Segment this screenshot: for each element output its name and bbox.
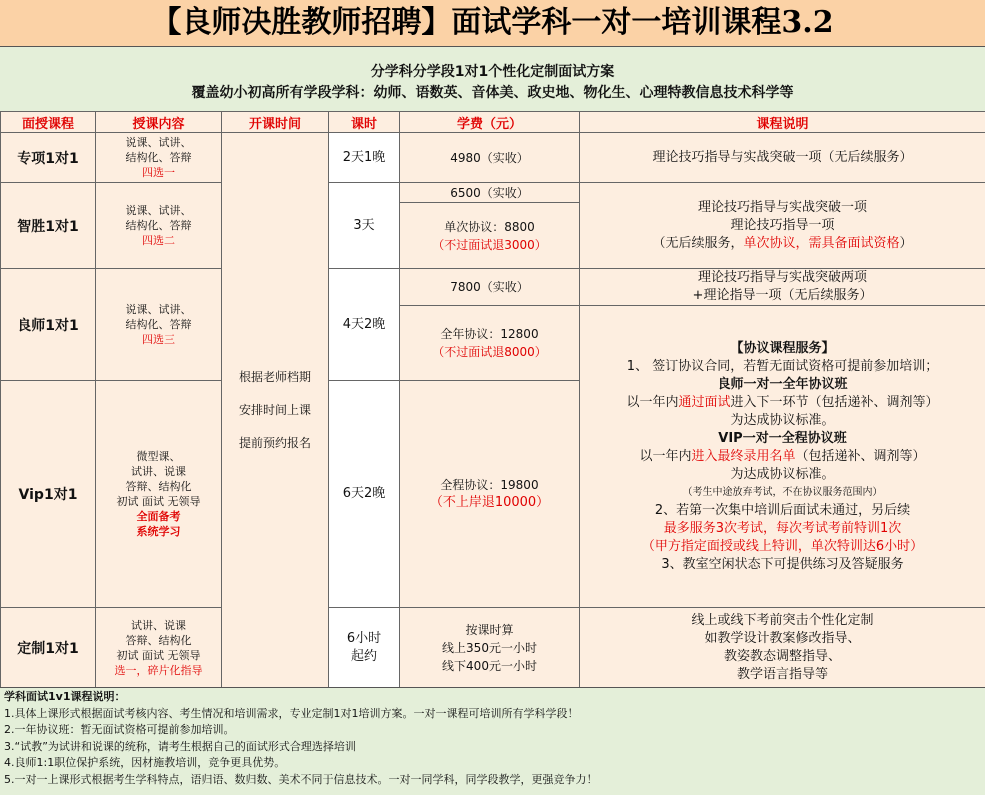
table-row (1, 183, 985, 203)
agreement-text: 进入下一环节（包括递补、调剂等） (730, 394, 939, 410)
fee-line: 线下400元一小时 (442, 658, 537, 673)
agreement-line: 为达成协议标准。 (730, 466, 835, 482)
desc-line (580, 235, 985, 253)
desc-line: +理论指导一项（无后续服务） (692, 288, 873, 303)
course-fee-agreement (400, 306, 580, 381)
agreement-line: 为达成协议标准。 (730, 412, 835, 428)
schedule-line: 根据老师档期 (238, 369, 311, 384)
fee-refund: （不过面试退3000） (432, 237, 547, 252)
agreement-heading: 【协议课程服务】 (730, 340, 835, 356)
course-fee: 6500（实收） (400, 183, 580, 203)
content-line: 结构化、答辩 (125, 151, 192, 164)
agreement-line: 2、若第一次集中培训后面试未通过，另后续 (654, 502, 911, 518)
course-fee: 7800（实收） (400, 269, 580, 306)
fee-line: 单次协议：8800 (444, 219, 535, 234)
content-line: 答辩、结构化 (125, 633, 192, 647)
content-line: 结构化、答辩 (125, 219, 192, 232)
course-name: 定制1对1 (1, 608, 96, 688)
course-notes (0, 687, 985, 795)
course-hours (329, 608, 400, 688)
course-content (96, 133, 222, 183)
hours-line: 6小时 (346, 630, 382, 646)
content-line: 说课、试讲、 (125, 136, 192, 149)
desc-highlight: 单次协议，需具备面试资格 (743, 235, 900, 251)
fee-refund: （不过面试退8000） (432, 345, 547, 359)
course-desc: 理论技巧指导与实战突破一项（无后续服务） (580, 133, 985, 183)
agreement-subheading: VIP一对一全程协议班 (718, 430, 847, 446)
table-row (1, 608, 985, 688)
course-hours: 3天 (329, 183, 400, 269)
course-name: 良师1对1 (1, 269, 96, 381)
subtitle-block (0, 47, 985, 112)
schedule-line: 提前预约报名 (238, 435, 311, 450)
agreement-highlight: 通过面试 (678, 394, 731, 410)
agreement-line: 1、 签订协议合同，若暂无面试资格可提前参加培训； (626, 358, 939, 374)
course-table (0, 111, 985, 688)
agreement-line (580, 394, 985, 412)
fee-line: 全年协议：12800 (440, 327, 539, 341)
schedule-line: 安排时间上课 (238, 402, 311, 417)
course-hours: 2天1晚 (329, 133, 400, 183)
header-desc: 课程说明 (580, 112, 985, 133)
content-highlight: 全面备考 (136, 510, 181, 523)
content-line: 初试 面试 无领导 (116, 648, 201, 662)
header-hours: 课时 (329, 112, 400, 133)
course-content (96, 381, 222, 608)
course-name: 专项1对1 (1, 133, 96, 183)
agreement-line: 3、教室空闲状态下可提供练习及答疑服务 (661, 556, 904, 572)
content-line: 初试 面试 无领导 (116, 495, 201, 508)
fee-line: 按课时算 (465, 622, 514, 637)
note-item: 5.一对一上课形式根据考生学科特点，语归语、数归数、美术不同于信息技术。一对一同学科，同学段教学，更强竞争力！ (4, 772, 598, 786)
agreement-text: 以一年内 (639, 448, 692, 464)
course-desc (580, 269, 985, 306)
course-content (96, 183, 222, 269)
desc-line: 教学语言指导等 (736, 666, 828, 682)
header-course: 面授课程 (1, 112, 96, 133)
desc-line: 如教学设计教案修改指导、 (704, 630, 861, 646)
fee-line: 全程协议：19800 (440, 478, 539, 492)
course-name: 智胜1对1 (1, 183, 96, 269)
header-fee: 学费（元） (400, 112, 580, 133)
desc-line: 教姿教态调整指导、 (723, 648, 841, 664)
content-line: 试讲、说课 (131, 618, 186, 632)
table-row (1, 269, 985, 306)
content-highlight: 选一，碎片化指导 (114, 663, 203, 677)
schedule-cell (222, 133, 329, 688)
course-fee-agreement (400, 203, 580, 269)
page-title: 【良师决胜教师招聘】面试学科一对一培训课程3.2 (0, 0, 985, 47)
course-fee (400, 608, 580, 688)
course-hours: 6天2晚 (329, 381, 400, 608)
fee-line: 线上350元一小时 (442, 640, 537, 655)
content-line: 结构化、答辩 (125, 318, 192, 331)
content-highlight: 系统学习 (136, 525, 181, 538)
content-choice: 四选三 (142, 333, 175, 346)
agreement-note: （考生中途放弃考试，不在协议服务范围内） (682, 486, 883, 498)
notes-heading: 学科面试1v1课程说明： (4, 690, 126, 703)
course-content (96, 269, 222, 381)
desc-line: 理论技巧指导与实战突破两项 (697, 270, 867, 285)
note-item: 4.良师1:1职位保护系统，因材施教培训，竞争更具优势。 (4, 756, 286, 769)
header-time: 开课时间 (222, 112, 329, 133)
course-fee: 4980（实收） (400, 133, 580, 183)
table-header-row (1, 112, 985, 133)
course-name: Vip1对1 (1, 381, 96, 608)
note-item: 1.具体上课形式根据面试考核内容、考生情况和培训需求，专业定制1对1培训方案。一对一课程可培训所有学科学段！ (4, 706, 579, 720)
note-item: 2.一年协议班：暂无面试资格可提前参加培训。 (4, 723, 235, 736)
agreement-line (580, 448, 985, 466)
agreement-services (580, 306, 985, 608)
agreement-text: 以一年内 (626, 394, 679, 410)
agreement-highlight-line: （甲方指定面授或线上特训，单次特训达6小时） (641, 538, 924, 554)
content-choice: 四选一 (142, 166, 175, 179)
content-line: 微型课、 (136, 450, 181, 463)
subtitle-line-2: 覆盖幼小初高所有学段学科：幼师、语数英、音体美、政史地、物化生、心理特教信息技术科学等 (191, 85, 794, 101)
subtitle-line-1: 分学科分学段1对1个性化定制面试方案 (370, 64, 615, 80)
fee-refund: （不上岸退10000） (429, 495, 550, 510)
content-choice: 四选二 (142, 234, 175, 247)
desc-line: 理论技巧指导一项 (730, 217, 835, 233)
desc-line: 理论技巧指导与实战突破一项 (697, 199, 867, 215)
course-hours: 4天2晚 (329, 269, 400, 381)
agreement-text: （包括递补、调剂等） (795, 448, 926, 464)
desc-text: （无后续服务， (652, 235, 744, 251)
agreement-subheading: 良师一对一全年协议班 (717, 376, 848, 392)
agreement-highlight: 进入最终录用名单 (691, 448, 796, 464)
content-line: 说课、试讲、 (125, 303, 192, 316)
course-fee-agreement (400, 381, 580, 608)
course-desc (580, 608, 985, 688)
content-line: 试讲、说课 (131, 465, 186, 478)
desc-text: ） (899, 235, 913, 251)
note-item: 3.“试教”为试讲和说课的统称，请考生根据自己的面试形式合理选择培训 (4, 739, 356, 753)
header-content: 授课内容 (96, 112, 222, 133)
desc-line: 线上或线下考前突击个性化定制 (691, 612, 874, 628)
course-content (96, 608, 222, 688)
hours-line: 起约 (350, 648, 377, 664)
course-desc (580, 183, 985, 269)
content-line: 说课、试讲、 (125, 204, 192, 217)
agreement-highlight-line: 最多服务3次考试，每次考试考前特训1次 (663, 520, 902, 536)
content-line: 答辩、结构化 (125, 480, 192, 493)
table-row (1, 133, 985, 183)
